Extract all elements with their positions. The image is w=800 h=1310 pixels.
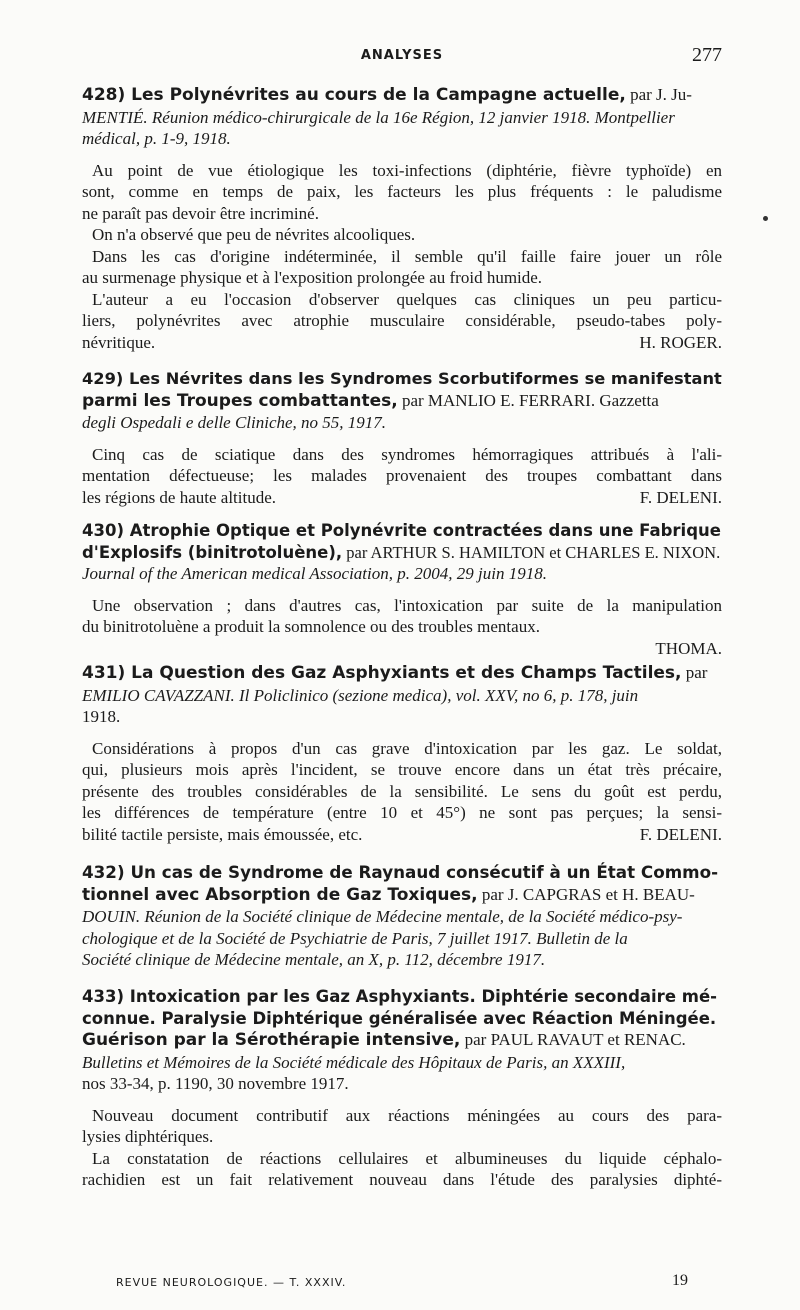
body-line: Nouveau document contributif aux réactions méningées au cours des para- [92,1105,722,1125]
body-line: La constatation de réactions cellulaires et albumineuses du liquide céphalo- [92,1148,722,1168]
entry-title-line: 433) Intoxication par les Gaz Asphyxiants. Diphtérie secondaire mé- [82,987,717,1006]
entry-reference-line: degli Ospedali e delle Cliniche, no 55, 1917. [82,413,387,432]
entry-reference-line: chologique et de la Société de Psychiatrie de Paris, 7 juillet 1917. Bulletin de la [82,928,628,948]
body-line: au surmenage physique et à l'exposition prolongée au froid humide. [82,268,543,287]
body-line: qui, plusieurs mois après l'incident, se trouve encore dans un état très précaire, [82,760,722,779]
entry-title-line: 430) Atrophie Optique et Polynévrite contractées dans une Fabrique [82,521,721,540]
abstract-entry-428 [82,84,722,353]
author-signature: THOMA. [655,638,722,658]
author-signature: F. DELENI. [639,824,722,844]
entry-reference-line: 1918. [82,707,121,726]
body-line: Dans les cas d'origine indéterminée, il semble qu'il faille faire jouer un rôle [92,246,722,266]
body-line: Cinq cas de sciatique dans des syndromes hémorragiques attribués à l'ali- [92,444,722,464]
body-line: du binitrotoluène a produit la somnolence ou des troubles mentaux. [82,617,540,636]
body-line: présente des troubles considérables de la sensibilité. Le sens du goût est perdu, [82,781,722,801]
page-footer [116,1272,688,1294]
entry-reference-line: EMILIO CAVAZZANI. Il Policlinico (sezione medica), vol. XXV, no 6, p. 178, juin [82,685,639,705]
abstract-entry-431 [82,662,722,845]
entry-title-line: d'Explosifs (binitrotoluène), par ARTHUR S. HAMILTON et CHARLES E. NIXON. [82,542,721,562]
body-line: les différences de température (entre 10 et 45°) ne sont pas perçues; la sensi- [82,803,722,822]
entry-reference-line: Société clinique de Médecine mentale, an X, p. 112, décembre 1917. [82,950,546,969]
entry-reference-line: Journal of the American medical Association, p. 2004, 29 juin 1918. [82,564,547,583]
body-line: bilité tactile persiste, mais émoussée, etc. [82,824,363,844]
sheet-number: 19 [672,1272,688,1289]
body-line: les régions de haute altitude. [82,487,277,507]
body-line: lysies diphtériques. [82,1127,214,1146]
abstract-entry-429 [82,368,722,508]
entry-reference-line: Bulletins et Mémoires de la Société médicale des Hôpitaux de Paris, an XXXIII, [82,1052,626,1072]
body-line: sont, comme en temps de paix, les facteurs les plus fréquents : le paludisme [82,182,722,201]
page-number: 277 [692,44,722,66]
running-title: ANALYSES [360,48,444,63]
entry-title-line: parmi les Troupes combattantes, par MANLIO E. FERRARI. Gazzetta [82,390,659,411]
author-signature: H. ROGER. [639,332,722,352]
entry-reference-line: nos 33-34, p. 1190, 30 novembre 1917. [82,1074,349,1093]
entry-title-line: 432) Un cas de Syndrome de Raynaud consécutif à un État Commo- [82,862,719,882]
page-header [82,44,722,74]
entry-title-line: 429) Les Névrites dans les Syndromes Scorbutiformes se manifestant [82,369,722,388]
entry-reference-line: DOUIN. Réunion de la Société clinique de Médecine mentale, de la Société médico-psy- [82,907,683,926]
body-line: On n'a observé que peu de névrites alcooliques. [92,225,416,244]
entry-reference-line: MENTIÉ. Réunion médico-chirurgicale de la 16e Région, 12 janvier 1918. Montpellier [82,107,675,127]
body-line: névritique. [82,332,156,352]
ink-speck [763,216,768,221]
body-line: L'auteur a eu l'occasion d'observer quelques cas cliniques un peu particu- [92,289,722,309]
entry-reference-line: médical, p. 1-9, 1918. [82,129,231,148]
author-signature: F. DELENI. [639,487,722,507]
body-line: Une observation ; dans d'autres cas, l'intoxication par suite de la manipulation [92,595,722,615]
body-line: ne paraît pas devoir être incriminé. [82,203,319,223]
entry-title-line: Guérison par la Sérothérapie intensive, par PAUL RAVAUT et RENAC. [82,1030,686,1050]
body-line: Considérations à propos d'un cas grave d'intoxication par les gaz. Le soldat, [92,738,722,758]
abstract-entry-430 [82,520,722,659]
entry-title-line: 431) La Question des Gaz Asphyxiants et des Champs Tactiles, par [82,663,708,683]
journal-signature: REVUE NEUROLOGIQUE. — T. XXXIV. [116,1276,347,1289]
entry-title-line: connue. Paralysie Diphtérique généralisée avec Réaction Méningée. [82,1008,717,1028]
body-line: Au point de vue étiologique les toxi-infections (diphtérie, fièvre typhoïde) en [92,160,722,180]
abstract-entry-433 [82,986,722,1191]
entry-title-line: 428) Les Polynévrites au cours de la Campagne actuelle, par J. Ju- [82,85,692,105]
body-line: liers, polynévrites avec atrophie musculaire considérable, pseudo-tabes poly- [82,311,722,330]
body-line: rachidien est un fait relativement nouveau dans l'étude des paralysies diphté- [82,1170,722,1189]
abstract-entry-432 [82,862,722,971]
entry-title-line: tionnel avec Absorption de Gaz Toxiques, par J. CAPGRAS et H. BEAU- [82,884,695,905]
body-line: mentation défectueuse; les malades provenaient des troupes combattant dans [82,466,722,485]
